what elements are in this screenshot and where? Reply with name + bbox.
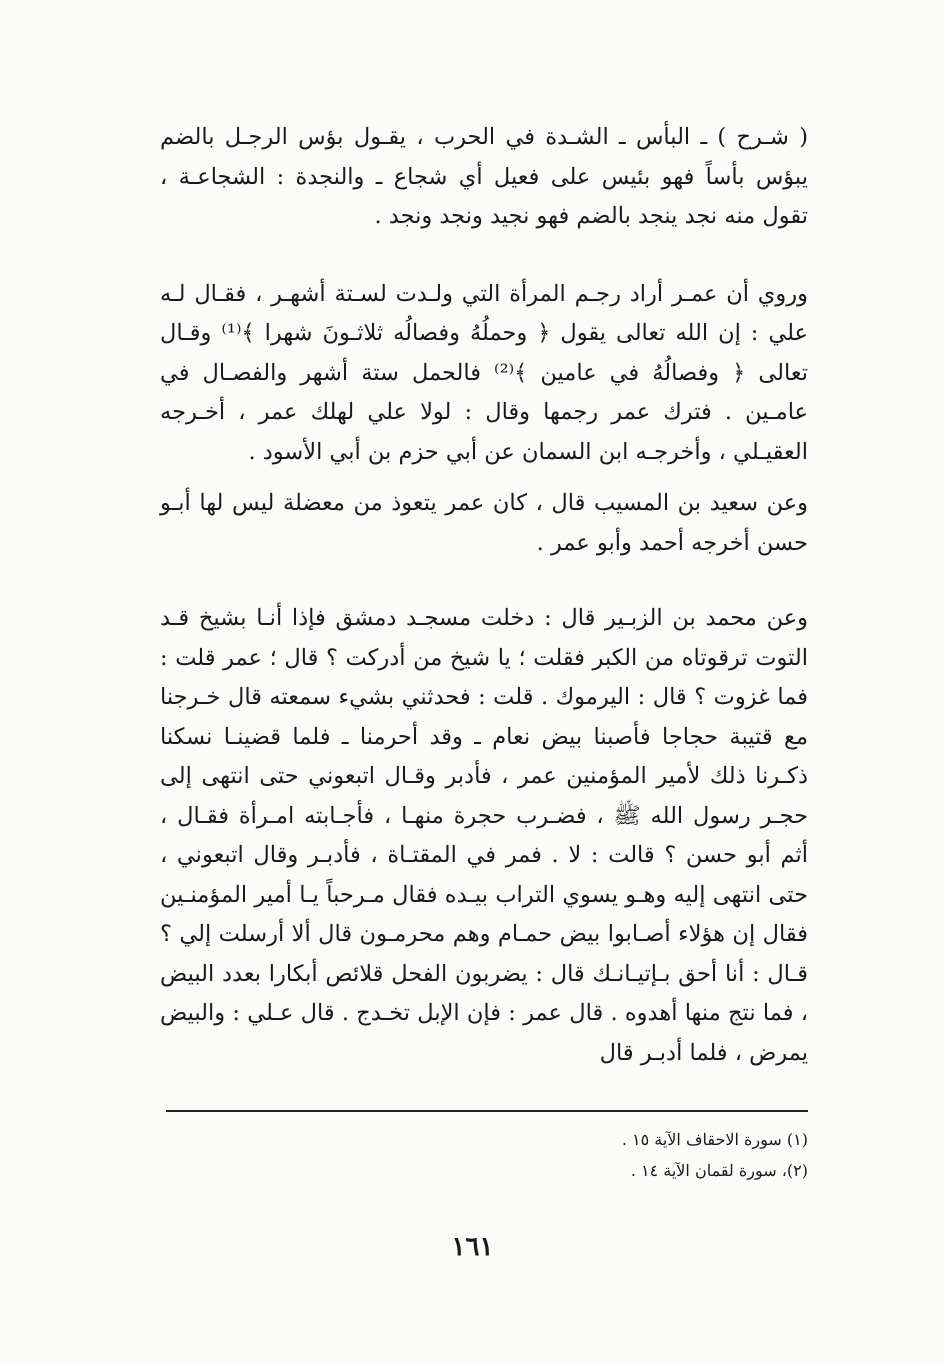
page-number: ١٦١	[451, 1232, 494, 1262]
paragraph-gap	[160, 563, 808, 599]
paragraph-ibn-musayyib: وعن سعيد بن المسيب قال ، كان عمر يتعوذ من معضلة ليس لها أبـو حسن أخرجه أحمد وأبو عمر .	[160, 490, 808, 556]
footnote-2: (٢)، سورة لقمان الآية ١٤ .	[630, 1161, 808, 1180]
paragraph-umar-rajm: وروي أن عمـر أراد رجـم المرأة التي ولـدت لسـتة أشهـر ، فقـال لـه علي : إن الله تعالى يقول ﴿ وحملُهُ وفصالُه ثلاثـونَ شهرا ﴾⁽¹⁾ وقـال تعالى ﴿ وفصالُهُ في عامين ﴾⁽²⁾ فالحمل ستة أشهر والفصـال في عامـين . فترك عمر رجمها وقال : لولا علي لهلك عمر ، أخـرجه العقيـلي ، وأخرجـه ابن السمان عن أبي حزم بن أبي الأسود .	[160, 280, 808, 465]
main-text	[160, 118, 808, 1073]
paragraph-ibn-zubayr: وعن محمد بن الزبـير قال : دخلت مسجـد دمشق فإذا أنـا بشيخ قـد التوت ترقوتاه من الكبر فقلت ؛ يا شيخ من أدركت ؟ قال ؛ عمر قلت : فما غزوت ؟ قال : اليرموك . قلت : فحدثني بشيء سمعته قال خـرجنا مع قتيبة حجاجا فأصبنا بيض نعام ـ وقد أحرمنا ـ فلما قضينـا نسكنا ذكـرنا ذلك لأمير المؤمنين عمر ، فأدبر وقـال اتبعوني حتى انتهى إلى حجـر رسول الله ﷺ ، فضـرب حجرة منهـا ، فأجـابته امـرأة فقـال ، أثم أبو حسن ؟ قالت : لا . فمر في المقتـاة ، فأدبـر وقال اتبعوني ، حتى انتهى إليه وهـو يسوي التراب بيـده فقال مـرحباً يـا أمير المؤمنـين فقال إن هؤلاء أصـابوا بيض حمـام وهم محرمـون قال ألا أرسلت إلي ؟ قـال : أنا أحق بـإتيـانـك قال : يضربون الفحل قلائص أبكارا بعدد البيض ، فما نتج منها أهدوه . قال عمر : فإن الإبل تخـدج . قال عـلي : والبيض يمرض ، فلما أدبـر قال	[160, 605, 808, 1066]
paragraph-gap	[160, 472, 808, 484]
footnote-1: (١) سورة الاحقاف الآية ١٥ .	[621, 1130, 808, 1149]
footnotes	[622, 1124, 808, 1186]
paragraph-sharh: ( شـرح ) ـ البأس ـ الشـدة في الحرب ، يقـول بؤس الرجـل بالضم يبؤس بأساً فهو بئيس على فعيل أي شجاع ـ والنجدة : الشجاعـة ، تقول منه نجد ينجد بالضم فهو نجيد ونجد ونجد .	[160, 124, 808, 229]
paragraph-gap	[160, 237, 808, 275]
footnote-divider	[166, 1110, 808, 1112]
